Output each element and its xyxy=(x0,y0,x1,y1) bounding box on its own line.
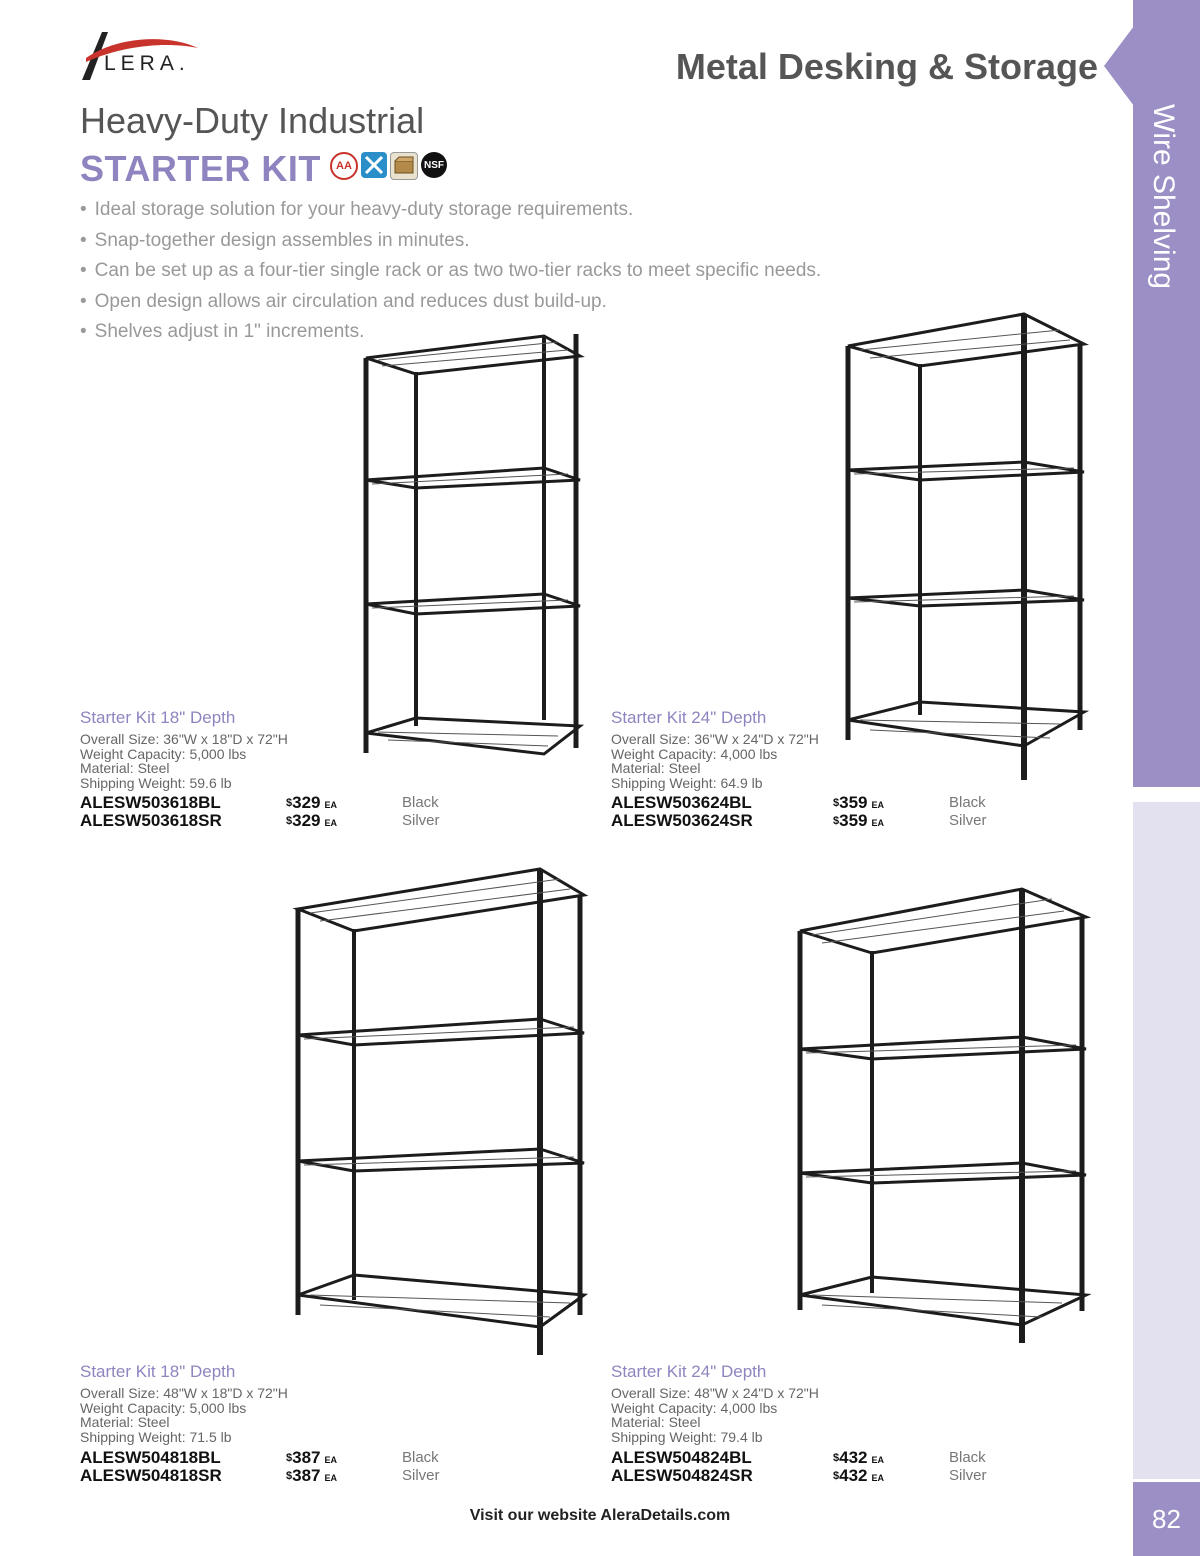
sku-row xyxy=(80,794,480,812)
spec-shipping: Shipping Weight: 59.6 lb xyxy=(80,775,232,792)
sku: ALESW503624BL xyxy=(611,793,752,812)
page-title-line1: Heavy-Duty Industrial xyxy=(80,100,425,141)
spec-size: Overall Size: 36"W x 24"D x 72"H xyxy=(611,731,819,747)
spec-shipping: Shipping Weight: 71.5 lb xyxy=(80,1429,232,1446)
spec-size: Overall Size: 36"W x 18"D x 72"H xyxy=(80,731,288,747)
price-value: 359 xyxy=(839,793,868,812)
feature-item: • Snap-together design assembles in minutes. xyxy=(80,226,821,257)
unit: EA xyxy=(324,800,338,810)
unit: EA xyxy=(871,1455,885,1465)
sku-row xyxy=(611,794,1011,812)
sku: ALESW504818BL xyxy=(80,1448,221,1467)
tab-arrow xyxy=(1104,26,1134,106)
sku-row xyxy=(611,1449,1011,1467)
spec-size: Overall Size: 48"W x 24"D x 72"H xyxy=(611,1385,819,1401)
price xyxy=(286,812,337,832)
currency: $ xyxy=(286,797,293,809)
section-title: Metal Desking & Storage xyxy=(675,46,1098,87)
price-value: 387 xyxy=(292,1448,321,1467)
color-name: Silver xyxy=(949,812,987,829)
spec-capacity: Weight Capacity: 4,000 lbs xyxy=(611,745,778,762)
spec-capacity: Weight Capacity: 5,000 lbs xyxy=(80,1399,247,1416)
currency: $ xyxy=(833,1452,840,1464)
spec-shipping: Shipping Weight: 64.9 lb xyxy=(611,775,763,792)
spec-material: Material: Steel xyxy=(80,1414,170,1431)
feature-list xyxy=(80,195,821,348)
spec-material: Material: Steel xyxy=(611,760,701,777)
page-title-line2: STARTER KIT xyxy=(80,148,321,189)
price-value: 359 xyxy=(839,811,868,830)
shelf-image-3 xyxy=(290,865,590,1360)
feature-item: • Shelves adjust in 1" increments. xyxy=(80,317,821,348)
price xyxy=(833,812,884,832)
product-title: Starter Kit 18" Depth xyxy=(80,1362,236,1381)
spec-material: Material: Steel xyxy=(80,760,170,777)
badge-row xyxy=(330,152,447,180)
box-badge-icon xyxy=(390,152,418,180)
spec-shipping: Shipping Weight: 79.4 lb xyxy=(611,1429,763,1446)
sku: ALESW504818SR xyxy=(80,1466,222,1485)
price-value: 387 xyxy=(292,1466,321,1485)
price-value: 329 xyxy=(292,811,321,830)
unit: EA xyxy=(871,818,885,828)
shelf-image-1 xyxy=(358,328,588,758)
shelf-image-4 xyxy=(792,885,1092,1345)
color-name: Silver xyxy=(402,812,440,829)
product-block xyxy=(611,708,1011,791)
unit: EA xyxy=(871,800,885,810)
feature-item: • Can be set up as a four-tier single rack or as two two-tier racks to meet specific needs. xyxy=(80,256,821,287)
sku-row xyxy=(80,1449,480,1467)
color-name: Black xyxy=(949,794,986,811)
sku-row xyxy=(80,1467,480,1485)
sku: ALESW503618BL xyxy=(80,793,221,812)
tools-badge-icon xyxy=(361,152,387,178)
price-value: 432 xyxy=(839,1448,868,1467)
spec-capacity: Weight Capacity: 4,000 lbs xyxy=(611,1399,778,1416)
price-value: 432 xyxy=(839,1466,868,1485)
tools-glyph xyxy=(363,154,385,176)
nsf-badge-text: NSF xyxy=(424,159,444,171)
side-tab-light xyxy=(1133,802,1200,1479)
aa-badge-text: AA xyxy=(336,160,352,172)
alera-logo xyxy=(78,26,218,86)
currency: $ xyxy=(286,1470,293,1482)
currency: $ xyxy=(286,815,293,827)
side-tab-label: Wire Shelving xyxy=(1147,104,1180,290)
sku-row xyxy=(80,812,480,830)
feature-item: • Open design allows air circulation and reduces dust build-up. xyxy=(80,287,821,318)
unit: EA xyxy=(324,818,338,828)
sku-row xyxy=(611,812,1011,830)
logo-text: LERA. xyxy=(104,52,190,75)
currency: $ xyxy=(833,797,840,809)
color-name: Black xyxy=(402,1449,439,1466)
sku: ALESW503624SR xyxy=(611,811,753,830)
unit: EA xyxy=(324,1455,338,1465)
spec-capacity: Weight Capacity: 5,000 lbs xyxy=(80,745,247,762)
currency: $ xyxy=(833,815,840,827)
unit: EA xyxy=(871,1473,885,1483)
color-name: Black xyxy=(949,1449,986,1466)
unit: EA xyxy=(324,1473,338,1483)
sku-row xyxy=(611,1467,1011,1485)
spec-material: Material: Steel xyxy=(611,1414,701,1431)
spec-size: Overall Size: 48"W x 18"D x 72"H xyxy=(80,1385,288,1401)
product-title: Starter Kit 24" Depth xyxy=(611,708,767,727)
footer-website[interactable]: Visit our website AleraDetails.com xyxy=(469,1507,731,1524)
price xyxy=(833,1467,884,1487)
sku: ALESW503618SR xyxy=(80,811,222,830)
product-block xyxy=(80,1362,480,1445)
color-name: Black xyxy=(402,794,439,811)
price xyxy=(286,1467,337,1487)
product-block xyxy=(80,708,480,791)
currency: $ xyxy=(286,1452,293,1464)
sku: ALESW504824BL xyxy=(611,1448,752,1467)
product-title: Starter Kit 18" Depth xyxy=(80,708,236,727)
aa-rating-badge-icon xyxy=(330,152,358,180)
product-block xyxy=(611,1362,1011,1445)
box-glyph xyxy=(393,156,415,176)
feature-item: • Ideal storage solution for your heavy-duty storage requirements. xyxy=(80,195,821,226)
nsf-badge-icon xyxy=(421,152,447,178)
product-title: Starter Kit 24" Depth xyxy=(611,1362,767,1381)
sku: ALESW504824SR xyxy=(611,1466,753,1485)
price-value: 329 xyxy=(292,793,321,812)
color-name: Silver xyxy=(949,1467,987,1484)
color-name: Silver xyxy=(402,1467,440,1484)
page-number: 82 xyxy=(1133,1482,1200,1556)
currency: $ xyxy=(833,1470,840,1482)
